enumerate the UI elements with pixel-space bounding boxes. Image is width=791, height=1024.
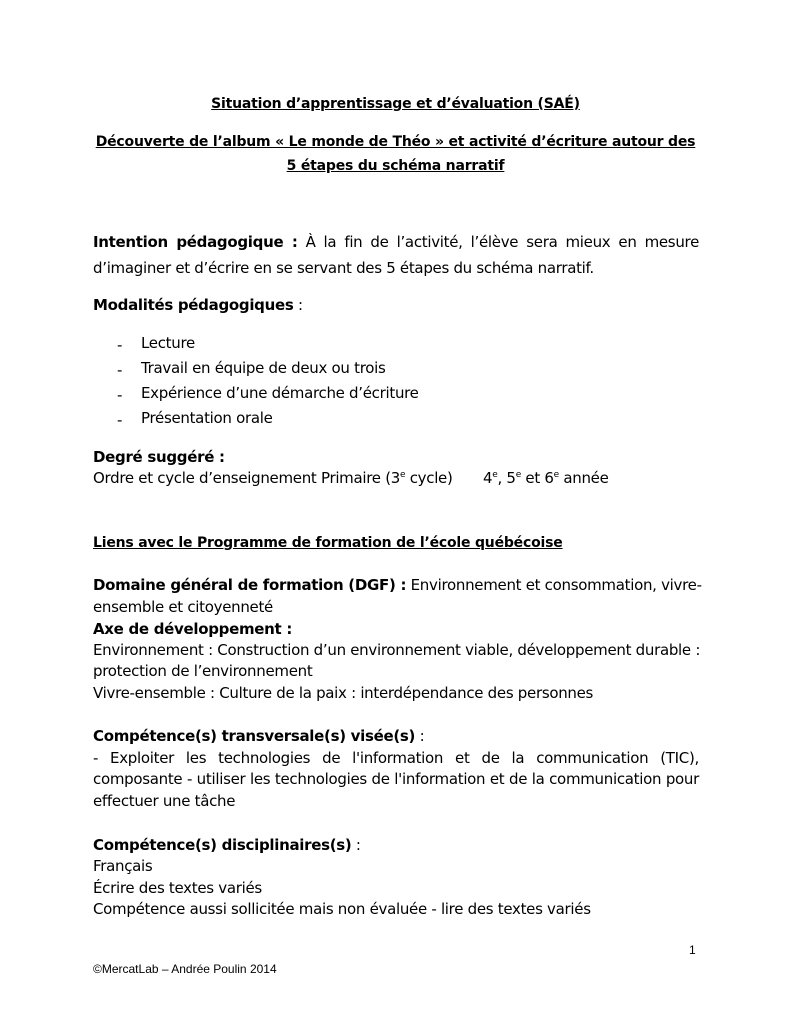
bullet-dash: - <box>117 336 123 354</box>
list-item <box>117 411 122 429</box>
list-item <box>117 361 122 379</box>
transversales-heading <box>93 727 424 745</box>
disciplinaires-line1: Français <box>93 857 153 875</box>
intention-text1: À la fin de l’activité, l’élève sera mieux en mesure <box>305 233 699 251</box>
dgf-text1: Environnement et consommation, vivre- <box>406 576 702 594</box>
liens-title: Liens avec le Programme de formation de l’école québécoise <box>93 535 563 551</box>
dgf-label: Domaine général de formation (DGF) : <box>93 576 407 594</box>
degre-label: Degré suggéré : <box>93 448 225 466</box>
disciplinaires-heading <box>93 836 361 854</box>
annee-word: année <box>558 469 609 487</box>
degre-line <box>93 469 453 487</box>
degre-text: Ordre et cycle d’enseignement Primaire (3 <box>93 469 400 487</box>
grade-5: , 5 <box>497 469 516 487</box>
superscript: e <box>492 470 498 480</box>
list-item-travail: Travail en équipe de deux ou trois <box>141 359 386 377</box>
bullet-dash: - <box>117 386 123 404</box>
list-item <box>117 386 122 404</box>
list-item-presentation: Présentation orale <box>141 409 273 427</box>
intention-line2: d’imaginer et d’écrire en se servant des 5 étapes du schéma narratif. <box>93 259 594 277</box>
modalites-label: Modalités pédagogiques <box>93 296 294 314</box>
intention-line1 <box>93 233 699 251</box>
bullet-dash: - <box>117 411 123 429</box>
disciplinaires-label: Compétence(s) disciplinaires(s) <box>93 836 352 854</box>
axe-line2: protection de l’environnement <box>93 662 313 680</box>
footer-copyright: ©MercatLab – Andrée Poulin 2014 <box>93 962 277 976</box>
sae-title: Situation d’apprentissage et d’évaluation (SAÉ) <box>211 96 580 112</box>
page-number: 1 <box>689 943 696 957</box>
degre-annees <box>483 469 609 487</box>
grade-4: 4 <box>483 469 493 487</box>
degre-cycle: cycle) <box>405 469 453 487</box>
bullet-dash: - <box>117 361 123 379</box>
transversales-line3: effectuer une tâche <box>93 792 236 810</box>
list-item-experience: Expérience d’une démarche d’écriture <box>141 384 419 402</box>
disciplinaires-line2: Écrire des textes variés <box>93 879 262 897</box>
grade-6: et 6 <box>520 469 554 487</box>
disciplinaires-line3: Compétence aussi sollicitée mais non évaluée - lire des textes variés <box>93 900 591 918</box>
axe-line3: Vivre-ensemble : Culture de la paix : interdépendance des personnes <box>93 684 594 702</box>
transversales-line1: - Exploiter les technologies de l'information et de la communication (TIC), <box>93 749 699 767</box>
list-item-lecture: Lecture <box>141 334 195 352</box>
axe-label: Axe de développement : <box>93 620 293 638</box>
superscript: e <box>553 470 559 480</box>
album-title-line2: 5 étapes du schéma narratif <box>286 158 505 174</box>
modalites-colon: : <box>293 296 303 314</box>
superscript: e <box>400 470 406 480</box>
transversales-colon: : <box>415 727 425 745</box>
transversales-line2: composante - utiliser les technologies de l'information et de la communication pour <box>93 770 699 788</box>
modalites-heading <box>93 296 303 314</box>
list-item <box>117 336 122 354</box>
album-title-line1: Découverte de l’album « Le monde de Théo » et activité d’écriture autour des <box>95 134 696 150</box>
superscript: e <box>515 470 521 480</box>
intention-label: Intention pédagogique : <box>93 233 298 251</box>
transversales-label: Compétence(s) transversale(s) visée(s) <box>93 727 416 745</box>
disciplinaires-colon: : <box>351 836 361 854</box>
dgf-line1 <box>93 576 702 594</box>
dgf-line2: ensemble et citoyenneté <box>93 598 273 616</box>
axe-line1: Environnement : Construction d’un environnement viable, développement durable : <box>93 641 701 659</box>
